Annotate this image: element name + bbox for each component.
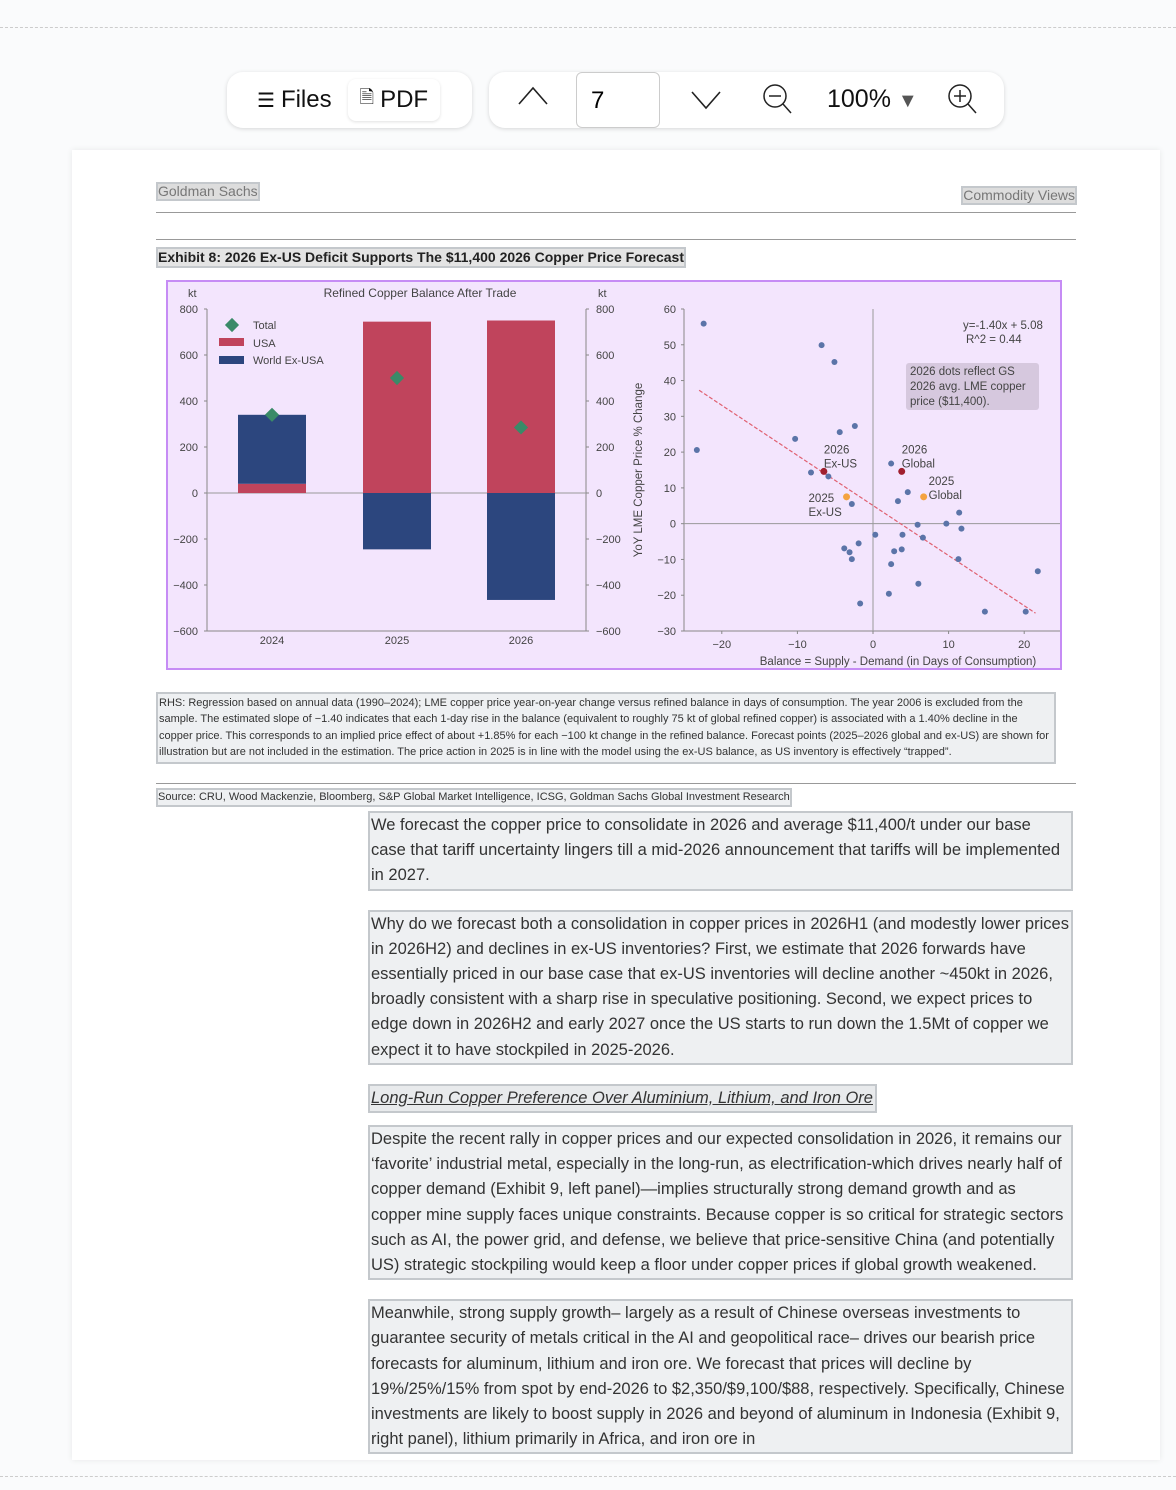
scatter-x-tick-label: 10 [942,639,955,651]
scatter-y-tick-label: 20 [663,447,676,460]
scatter-point [808,470,814,476]
scatter-point [888,461,894,467]
y-tick-label-right: 400 [596,396,615,408]
scatter-y-tick-label: −10 [657,554,676,567]
highlight-label: Ex-US [823,458,858,471]
y-tick-label-right: 800 [596,304,615,316]
chevron-down-icon [690,88,722,112]
scatter-y-tick-label: 60 [663,304,676,316]
legend-usa-label: USA [253,338,276,350]
usa-bar [487,321,555,494]
scatter-x-axis-label: Balance = Supply - Demand (in Days of Consumption) [759,656,1037,668]
scatter-y-axis-label: YoY LME Copper Price % Change [633,382,645,558]
scatter-x-tick-label: 20 [1018,639,1031,651]
paragraph: We forecast the copper price to consolidate in 2026 and average $11,400/t under our base case that tariff uncertainty lingers till a mid-2026 announcement that tariffs will be implemented in 2027. [368,811,1073,891]
pdf-button[interactable]: 🗎 PDF [348,79,440,121]
legend-usa-swatch [219,338,244,346]
chart-source: Source: CRU, Wood Mackenzie, Bloomberg, S&P Global Market Intelligence, ICSG, Goldman Sachs Global Investment Research [156,788,792,807]
page-number-input[interactable]: 7 [576,72,660,128]
dropdown-arrow-icon: ▼ [897,90,918,112]
scatter-point [895,498,901,504]
paragraph: Despite the recent rally in copper prices and our expected consolidation in 2026, it remains our ‘favorite’ industrial metal, especially in the long-run, as electrification-which drives nearly half of copper demand (Exhibit 9, left panel)—implies structurally strong demand growth and as copper mine supply faces unique constraints. Because copper is so critical for strategic sectors such as AI, the power grid, and defense, we believe that price-sensitive China (and potentially US) strategic stockpiling would keep a floor under copper prices if global growth weakened. [368,1125,1073,1280]
scatter-point [841,545,847,551]
scatter-point [915,581,921,587]
top-divider [0,27,1176,28]
x-tick-label: 2026 [508,635,534,647]
document-icon: 🗎 [359,87,375,107]
scatter-point [943,521,949,527]
scatter-point [888,561,894,567]
chevron-up-icon [517,84,549,108]
prev-page-button[interactable] [517,84,549,113]
annotation-text: price ($11,400). [910,396,990,408]
scatter-point [1035,568,1041,574]
scatter-x-tick-label: −10 [788,639,807,651]
next-page-button[interactable] [690,88,722,117]
list-icon: ☰ [257,89,275,112]
scatter-y-tick-label: −20 [657,590,676,603]
notes-rule [156,783,1076,784]
scatter-point [831,359,837,365]
scatter-point [915,522,921,528]
scatter-y-tick-label: 0 [669,518,676,531]
scatter-point [899,546,905,552]
highlight-label: Ex-US [808,506,842,519]
highlight-label: 2025 [808,492,835,505]
highlight-point [843,493,850,500]
legend-world-swatch [219,356,244,364]
exhibit-chart [166,280,1062,670]
header-left: Goldman Sachs [158,183,258,199]
regression-r2: R^2 = 0.44 [966,334,1022,346]
regression-equation: y=-1.40x + 5.08 [963,320,1043,332]
scatter-point [825,473,831,479]
paragraph: Why do we forecast both a consolidation in copper prices in 2026H1 (and modestly lower prices in 2026H2) and declines in ex-US inventories? First, we estimate that 2026 forwards have essentially priced in our base case that ex-US inventories will decline another ~450kt in 2026, broadly consistent with a sharp rise in speculative positioning. Second, we expect prices to edge down in 2026H2 and early 2027 once the US starts to run down the 1.5Mt of copper we expect it to have stockpiled in 2025-2026. [368,910,1073,1065]
scatter-point [899,532,905,538]
world-ex-usa-bar [363,493,431,549]
scatter-point [856,540,862,546]
exhibit-rule [156,239,1076,240]
scatter-point [849,501,855,507]
y-tick-label-left: 200 [179,442,198,454]
y-tick-label-left: −200 [173,534,198,546]
scatter-point [891,548,897,554]
world-ex-usa-bar [238,415,306,484]
x-tick-label: 2025 [384,635,410,647]
header-rule [156,212,1076,213]
legend-world-label: World Ex-USA [253,355,324,367]
y-tick-label-left: 800 [179,304,198,316]
scatter-x-tick-label: −20 [712,639,732,651]
scatter-point [837,429,843,435]
scatter-y-tick-label: 40 [663,375,676,388]
y-tick-label-right: −600 [596,626,621,638]
y-tick-label-left: −400 [173,580,198,592]
scatter-point [886,591,892,597]
scatter-point [1023,609,1029,615]
scatter-point [920,535,926,541]
legend-total-label: Total [253,320,277,332]
scatter-point [956,510,962,516]
scatter-point [852,423,858,429]
scatter-point [958,526,964,532]
scatter-point [847,549,853,555]
highlight-label: 2026 [901,444,928,457]
y-axis-unit-left: kt [188,288,197,300]
y-tick-label-right: 600 [596,350,615,362]
x-tick-label: 2024 [259,635,285,647]
scatter-y-tick-label: −30 [657,626,676,638]
y-tick-label-right: 0 [596,488,603,500]
zoom-out-icon [761,82,795,116]
zoom-out-button[interactable] [761,82,795,121]
y-tick-label-right: 200 [596,442,615,454]
highlight-label: Global [928,489,962,502]
section-heading: Long-Run Copper Preference Over Aluminium, Lithium, and Iron Ore [368,1084,877,1113]
scatter-x-tick-label: 0 [869,639,877,651]
bar-chart-title: Refined Copper Balance After Trade [323,286,517,300]
body-text [368,811,1073,1473]
paragraph: Meanwhile, strong supply growth– largely as a result of Chinese overseas investments to guarantee security of metals critical in the AI and geopolitical race– drives our bearish price forecasts for aluminum, lithium and iron ore. We forecast that prices will decline by 19%/25%/15% from spot by end-2026 to $2,350/$9,100/$88, respectively. Specifically, Chinese investments are likely to boost supply in 2026 and beyond of aluminum in Indonesia (Exhibit 9, right panel), lithium primarily in Africa, and iron ore in [368,1299,1073,1454]
page-toolbar [489,72,1004,128]
chart-notes: RHS: Regression based on annual data (1990–2024); LME copper price year-on-year change versus refined balance in days of consumption. The year 2006 is excluded from the sample. The estimated slope of −1.40 indicates that each 1-day rise in the balance (equivalent to roughly 75 kt of global refined copper) is associated with a 1.40% decline in the copper price. This corresponds to an implied price effect of about +1.85% for each −100 kt change in the refined balance. Forecast points (2025–2026 global and ex-US) are shown for illustration but are not included in the estimation. The price action in 2025 is in line with the model using the ex-US balance, as US inventory is effectively “trapped”. [156,692,1056,764]
scatter-y-tick-label: 50 [663,339,676,352]
scatter-point [982,609,988,615]
trend-line [699,390,1035,613]
y-tick-label-right: −200 [596,534,621,546]
annotation-text: 2026 avg. LME copper [910,381,1026,393]
scatter-point [857,600,863,606]
files-button[interactable]: ☰ Files [257,86,332,113]
y-tick-label-right: −400 [596,580,621,592]
bottom-divider [0,1476,1176,1477]
y-tick-label-left: 400 [179,396,198,408]
scatter-point [955,556,961,562]
chart-svg [168,282,1060,668]
world-ex-usa-bar [487,493,555,600]
scatter-y-tick-label: 10 [663,482,676,495]
scatter-point [792,436,798,442]
usa-bar [238,484,306,493]
scatter-point [905,489,911,495]
y-tick-label-left: 0 [191,488,198,500]
exhibit-title: Exhibit 8: 2026 Ex-US Deficit Supports The $11,400 2026 Copper Price Forecast [156,247,686,268]
y-tick-label-left: −600 [173,626,198,638]
header-right: Commodity Views [963,187,1075,203]
usa-bar [363,322,431,493]
zoom-in-icon [946,82,980,116]
legend-total-swatch [225,318,239,332]
highlight-label: Global [901,458,935,471]
annotation-text: 2026 dots reflect GS [910,366,1015,378]
highlight-label: 2025 [928,475,955,488]
highlight-point [920,493,927,500]
y-axis-unit-right: kt [598,288,607,300]
zoom-in-button[interactable] [946,82,980,121]
scatter-point [701,321,707,327]
view-toolbar [227,72,472,128]
scatter-y-tick-label: 30 [663,411,676,424]
scatter-point [694,447,700,453]
scatter-point [872,532,878,538]
scatter-point [819,342,825,348]
scatter-point [849,556,855,562]
zoom-level-select[interactable]: 100% ▼ [827,85,918,113]
y-tick-label-left: 600 [179,350,198,362]
highlight-label: 2026 [823,444,850,457]
